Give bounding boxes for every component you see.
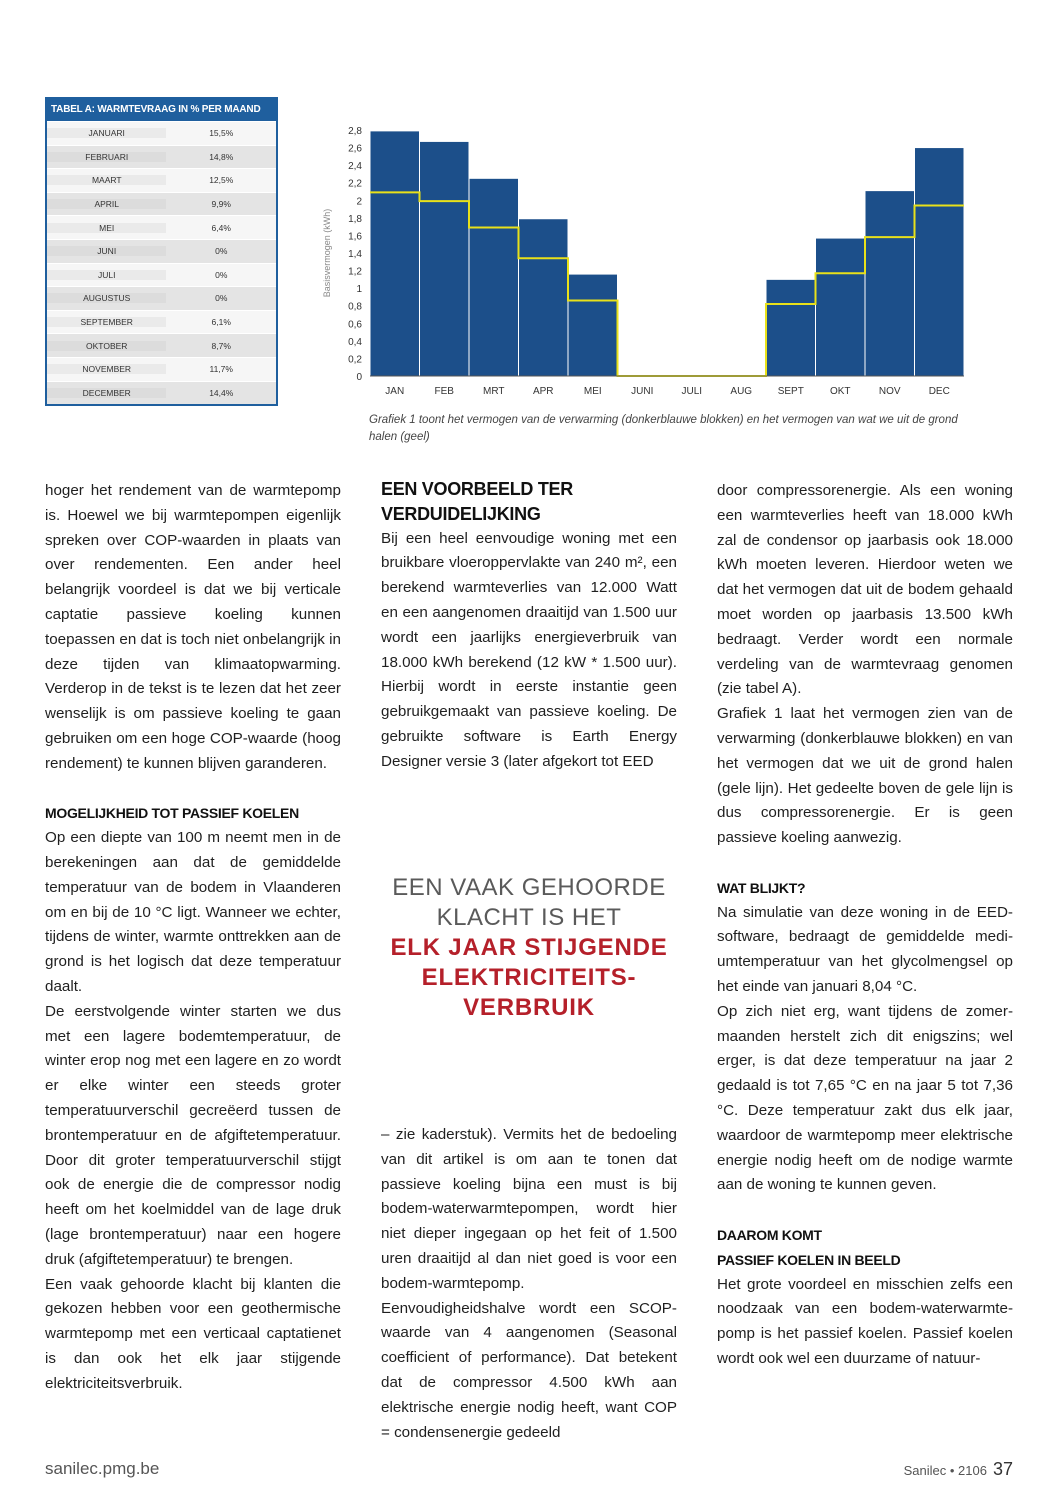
- table-title: TABEL A: WARMTEVRAAG IN % PER MAAND: [47, 99, 276, 121]
- table-row: [47, 357, 276, 381]
- pull-quote-line: EEN VAAK GEHOORDE: [392, 874, 666, 901]
- month-cell: OKTOBER: [47, 341, 166, 351]
- table-row: [47, 263, 276, 287]
- paragraph: Het grote voordeel en misschien zelfs een noodzaak van een bodem-waterwarmtepomp is het passief koelen. Passief koelen wordt ook wel een duurzame of natuur-: [717, 1275, 1013, 1367]
- table-a: [45, 97, 278, 406]
- column-2-bottom: [381, 1123, 677, 1445]
- table-body: [47, 121, 276, 404]
- month-cell: MAART: [47, 175, 166, 185]
- paragraph: Op een diepte van 100 m neemt men in de berekeningen aan dat de gemiddelde temperatuur van de bodem in Vlaanderen om en bij de 10 °C ligt. Wanneer we echter, tijdens de winter, warmte onttrekken aan de grond is het logisch dat deze temperatuur daalt.: [45, 829, 341, 995]
- x-tick-label: MEI: [583, 386, 602, 397]
- paragraph: Grafiek 1 laat het vermogen zien van de verwarming (donkerblauwe blokken) en van het vermogen dat we uit de grond halen (gele lijn). Het gedeelte boven de gele lijn is dus compressorenergie. Er is geen passieve koeling aanwezig.: [717, 705, 1013, 847]
- column-1: [45, 479, 341, 1396]
- y-tick-label: 2,8: [348, 126, 362, 137]
- x-tick-label: JUNI: [631, 386, 654, 397]
- pull-quote-highlight: ELK JAAR STIJGENDE: [390, 934, 668, 961]
- bar-feb: [420, 141, 470, 376]
- y-tick-label: 1,4: [348, 249, 362, 260]
- month-cell: SEPTEMBER: [47, 317, 166, 327]
- bar-okt: [816, 238, 866, 376]
- issue-label: Sanilec • 2106: [903, 1463, 987, 1478]
- month-cell: APRIL: [47, 199, 166, 209]
- table-row: [47, 381, 276, 405]
- y-tick-label: 2,6: [348, 143, 362, 155]
- paragraph: Bij een heel eenvoudige woning met een bruikbare vloeroppervlakte van 240 m², een berekend warmteverlies van 12.000 Watt en een aangenomen draaitijd van 1.500 uur wordt een jaarlijks energieverbruik van 18.000 kWh berekend (12 kW * 1.500 uur). Hierbij wordt in eerste instantie geen gebruikgemaakt van passieve koeling. De gebruikte software is Earth Energy Designer versie 3 (later afgekort tot EED: [381, 529, 677, 770]
- paragraph: Een vaak gehoorde klacht bij klanten die gekozen hebben voor een geothermische warmtepomp met een verticaal captatienet is dan ook het elk jaar stijgende elektriciteitsverbruik.: [45, 1275, 341, 1392]
- month-cell: NOVEMBER: [47, 364, 166, 374]
- x-tick-label: SEPT: [777, 386, 804, 397]
- chart-caption: Grafiek 1 toont het vermogen van de verwarming (donkerblauwe blokken) en het vermogen van wat we uit de grond halen (geel): [369, 414, 958, 443]
- pull-quote-highlight: ELEKTRICITEITS-: [421, 964, 637, 991]
- y-tick-label: 0: [356, 372, 362, 383]
- table-row: [47, 145, 276, 169]
- month-cell: AUGUSTUS: [47, 293, 166, 303]
- table-row: [47, 168, 276, 192]
- table-row: [47, 215, 276, 239]
- month-cell: DECEMBER: [47, 388, 166, 398]
- month-cell: JUNI: [47, 246, 166, 256]
- percentage-cell: 14,4%: [209, 387, 234, 398]
- section-heading: DAAROM KOMT: [717, 1226, 822, 1243]
- percentage-cell: 0%: [215, 293, 228, 304]
- y-tick-label: 0,6: [348, 319, 362, 331]
- table-row: [47, 239, 276, 263]
- paragraph: Op zich niet erg, want tijdens de zomermaanden herstelt zich dit enigszins; wel erger, is dat deze temperatuur na jaar 2 gedaald is tot 7,65 °C en na jaar 5 tot 7,36 °C. Deze temperatuur zakt dus elk jaar, waardoor de warmtepomp meer elektrische energie nodig heeft om de nodige warmte aan de woning te kunnen geven.: [717, 1002, 1013, 1194]
- y-tick-label: 0,4: [348, 336, 362, 348]
- x-tick-label: MRT: [483, 386, 505, 397]
- paragraph: Eenvoudigheidshalve wordt een SCOP-waarde van 4 aangenomen (Seasonal coefficient of performance). Dat betekent dat de compressor 4.500 kWh aan elektrische energie nodig heeft, want COP = condensenergie gedeeld: [381, 1299, 677, 1441]
- x-tick-label: AUG: [730, 386, 753, 397]
- bar-apr: [519, 219, 569, 376]
- x-tick-label: JAN: [385, 386, 405, 397]
- percentage-cell: 8,7%: [211, 340, 231, 351]
- table-row: [47, 121, 276, 145]
- table-row: [47, 192, 276, 216]
- x-tick-label: DEC: [928, 386, 950, 397]
- x-tick-label: APR: [532, 386, 554, 397]
- bar-jan: [370, 131, 420, 376]
- section-heading: WAT BLIJKT?: [717, 879, 806, 896]
- percentage-cell: 0%: [215, 269, 228, 280]
- heating-power-chart: [318, 118, 970, 408]
- x-tick-label: OKT: [829, 386, 851, 397]
- percentage-cell: 14,8%: [209, 151, 234, 162]
- percentage-cell: 12,5%: [209, 175, 234, 186]
- y-tick-label: 0,2: [348, 354, 362, 366]
- y-tick-label: 1,8: [348, 213, 362, 225]
- section-heading: MOGELIJKHEID TOT PASSIEF KOELEN: [45, 805, 299, 822]
- y-tick-label: 2,4: [348, 161, 362, 173]
- footer-issue: [904, 1459, 1013, 1480]
- table-row: [47, 333, 276, 357]
- month-cell: JULI: [47, 270, 166, 280]
- bar-nov: [865, 191, 915, 376]
- pull-quote-highlight: VERBRUIK: [463, 994, 595, 1021]
- bar-sept: [766, 279, 816, 376]
- x-tick-label: NOV: [878, 386, 901, 397]
- percentage-cell: 11,7%: [209, 364, 233, 375]
- paragraph: door compressorenergie. Als een woning een warmteverlies heeft van 18.000 kWh zal de condensor op jaarbasis ook 18.000 kWh moeten leveren. Hierdoor weten we dat het vermogen dat uit de bodem gehaald moet worden op jaarbasis 13.500 kWh bedraagt. Verder wordt een normale verdeling van de warmtevraag genomen (zie tabel A).: [717, 482, 1013, 698]
- paragraph: Na simulatie van deze woning in de EED-software, bedraagt de gemiddelde mediumtemperatuur van het glycolmengsel op het einde van januari 8,04 °C.: [717, 903, 1013, 995]
- percentage-cell: 6,4%: [211, 222, 231, 233]
- percentage-cell: 0%: [215, 246, 228, 257]
- percentage-cell: 9,9%: [211, 199, 231, 210]
- column-3: [717, 479, 1013, 1372]
- x-tick-label: FEB: [434, 386, 454, 397]
- month-cell: FEBRUARI: [47, 152, 166, 162]
- section-heading: EEN VOORBEELD TER VERDUIDELIJKING: [381, 479, 573, 524]
- pull-quote-line: KLACHT IS HET: [436, 904, 622, 931]
- paragraph: De eerstvolgende winter starten we dus met een lagere bodemtemperatuur, de winter erop nog met een lagere en zo wordt er elke winter een steeds groter temperatuurverschil gecreëerd tussen de brontemperatuur en de afgiftetemperatuur. Door dit groter temperatuurverschil stijgt ook de energie die de compressor nodig heeft om het koelmiddel van de lage druk (lage brontemperatuur) naar een hogere druk (afgiftetemperatuur) te brengen.: [45, 1002, 341, 1268]
- x-tick-label: JULI: [681, 386, 703, 397]
- paragraph: – zie kaderstuk). Vermits het de bedoeling van dit artikel is om aan te tonen dat passieve koeling bijna een must is bij bodem-waterwarmtepompen, wordt hier niet dieper ingegaan op het feit of 1.500 uren draaitijd al dan niet goed is voor een bodem-warmtepomp.: [381, 1126, 677, 1292]
- percentage-cell: 15,5%: [209, 128, 234, 139]
- column-2-top: [381, 477, 677, 775]
- month-cell: MEI: [47, 223, 166, 233]
- month-cell: JANUARI: [47, 128, 166, 138]
- bar-mrt: [469, 178, 519, 376]
- pull-quote: [381, 873, 677, 1023]
- paragraph: hoger het rendement van de warmtepomp is. Hoewel we bij warmtepompen eigenlijk spreken over COP-waarden in plaats van over rendementen. Een ander heel belangrijk voordeel is dat we bij verticale captatie passieve koeling kunnen toepassen en dat is toch niet onbelangrijk in deze tijden van klimaatopwarming. Verderop in de tekst is te lezen dat het zeer wenselijk is om passieve koeling te gaan gebruiken om een hoge COP-waarde (hoog rendement) te kunnen blijven garanderen.: [45, 482, 341, 772]
- section-heading: PASSIEF KOELEN IN BEELD: [717, 1251, 901, 1268]
- y-tick-label: 2,2: [348, 178, 362, 190]
- y-tick-label: 1,6: [348, 231, 362, 243]
- table-row: [47, 310, 276, 334]
- footer-website: sanilec.pmg.be: [45, 1459, 160, 1478]
- y-tick-label: 0,8: [348, 301, 362, 313]
- bar-mei: [568, 274, 618, 376]
- y-tick-label: 1: [356, 284, 362, 296]
- table-row: [47, 286, 276, 310]
- bar-dec: [915, 148, 965, 376]
- page-number: 37: [992, 1459, 1013, 1479]
- percentage-cell: 6,1%: [211, 317, 231, 328]
- y-tick-label: 1,2: [348, 266, 362, 278]
- y-tick-label: 2: [356, 196, 362, 208]
- y-axis-label: Basisvermogen (kWh): [322, 208, 332, 298]
